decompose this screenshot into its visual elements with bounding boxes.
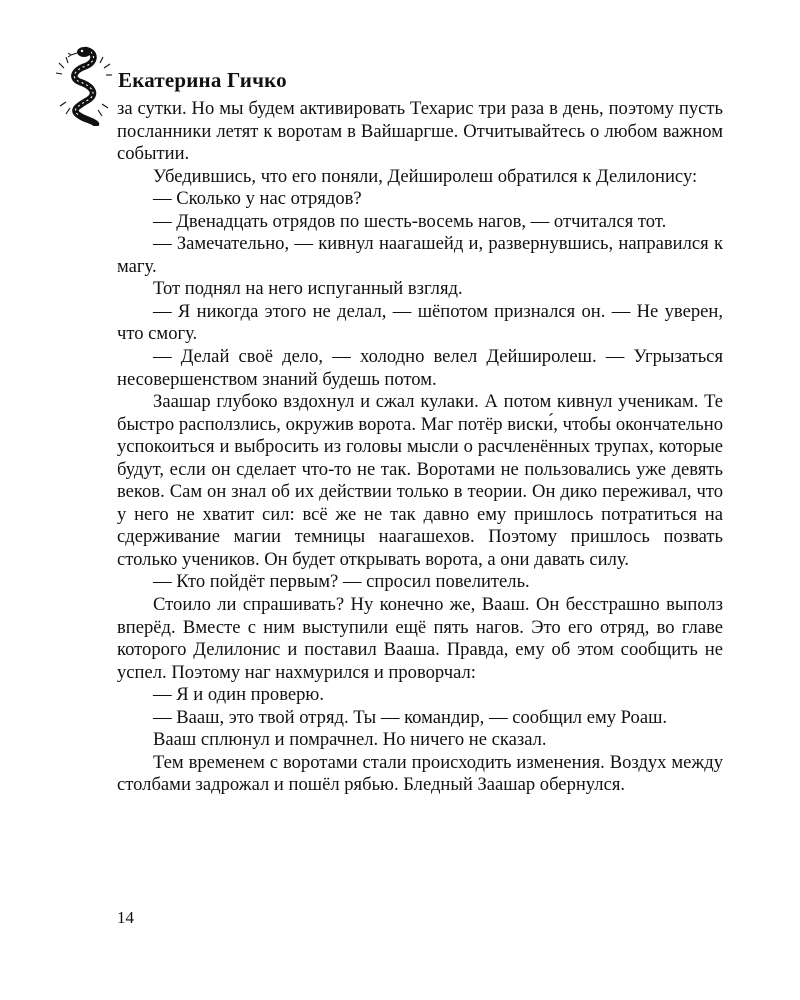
paragraph: Тем временем с воротами стали происходить изменения. Воздух между столбами задрожал и пошёл рябью. Бледный Заашар обернулся. bbox=[117, 751, 723, 796]
paragraph: — Я никогда этого не делал, — шёпотом признался он. — Не уверен, что смогу. bbox=[117, 300, 723, 345]
paragraph: — Сколько у нас отрядов? bbox=[153, 188, 362, 210]
body-text bbox=[117, 98, 723, 797]
paragraph: — Я и один проверю. bbox=[153, 684, 324, 706]
paragraph: Убедившись, что его поняли, Дейширолеш обратился к Делилонису: bbox=[153, 165, 698, 187]
paragraph: — Двенадцать отрядов по шесть-восемь нагов, — отчитался тот. bbox=[153, 210, 667, 232]
paragraph: Заашар глубоко вздохнул и сжал кулаки. А потом кивнул ученикам. Те быстро расползлись, окружив ворота. Маг потёр виски́, чтобы окончательно успокоиться и выбросить из головы мысли о расчленённых трупах, которые будут, если он сделает что-то не так. Воротами не пользовались уже девять веков. Сам он знал об их действии только в теории. Он дико переживал, что у него не хватит сил: всё же не так давно ему пришлось потратиться на сдерживание магии темницы наагашехов. Поэтому пришлось позвать столько учеников. Он будет открывать ворота, а они давать силу. bbox=[117, 391, 723, 570]
paragraph: Тот поднял на него испуганный взгляд. bbox=[153, 278, 463, 300]
paragraph: — Кто пойдёт первым? — спросил повелитель. bbox=[153, 571, 530, 593]
paragraph: — Делай своё дело, — холодно велел Дейширолеш. — Угрызаться несовершенством знаний будешь потом. bbox=[117, 346, 723, 390]
paragraph: за сутки. Но мы будем активировать Техарис три раза в день, поэтому пусть посланники летят к воротам в Вайшаргше. Отчитывайтесь о любом важном событии. bbox=[117, 98, 723, 165]
paragraph: — Вааш, это твой отряд. Ты — командир, — сообщил ему Роаш. bbox=[153, 706, 668, 728]
serpent-emblem-icon bbox=[56, 46, 112, 126]
paragraph: Стоило ли спрашивать? Ну конечно же, Вааш. Он бесстрашно выполз вперёд. Вместе с ним выступили ещё пять нагов. Это его отряд, во главе которого Делилонис и поставил Вааша. Правда, ему об этом сообщить не успел. Поэтому наг нахмурился и проворчал: bbox=[117, 594, 723, 683]
paragraph: — Замечательно, — кивнул наагашейд и, развернувшись, направился к магу. bbox=[117, 233, 723, 277]
page-number: 14 bbox=[117, 908, 134, 927]
paragraph: Вааш сплюнул и помрачнел. Но ничего не сказал. bbox=[153, 729, 547, 751]
author-name: Екатерина Гичко bbox=[118, 68, 287, 92]
